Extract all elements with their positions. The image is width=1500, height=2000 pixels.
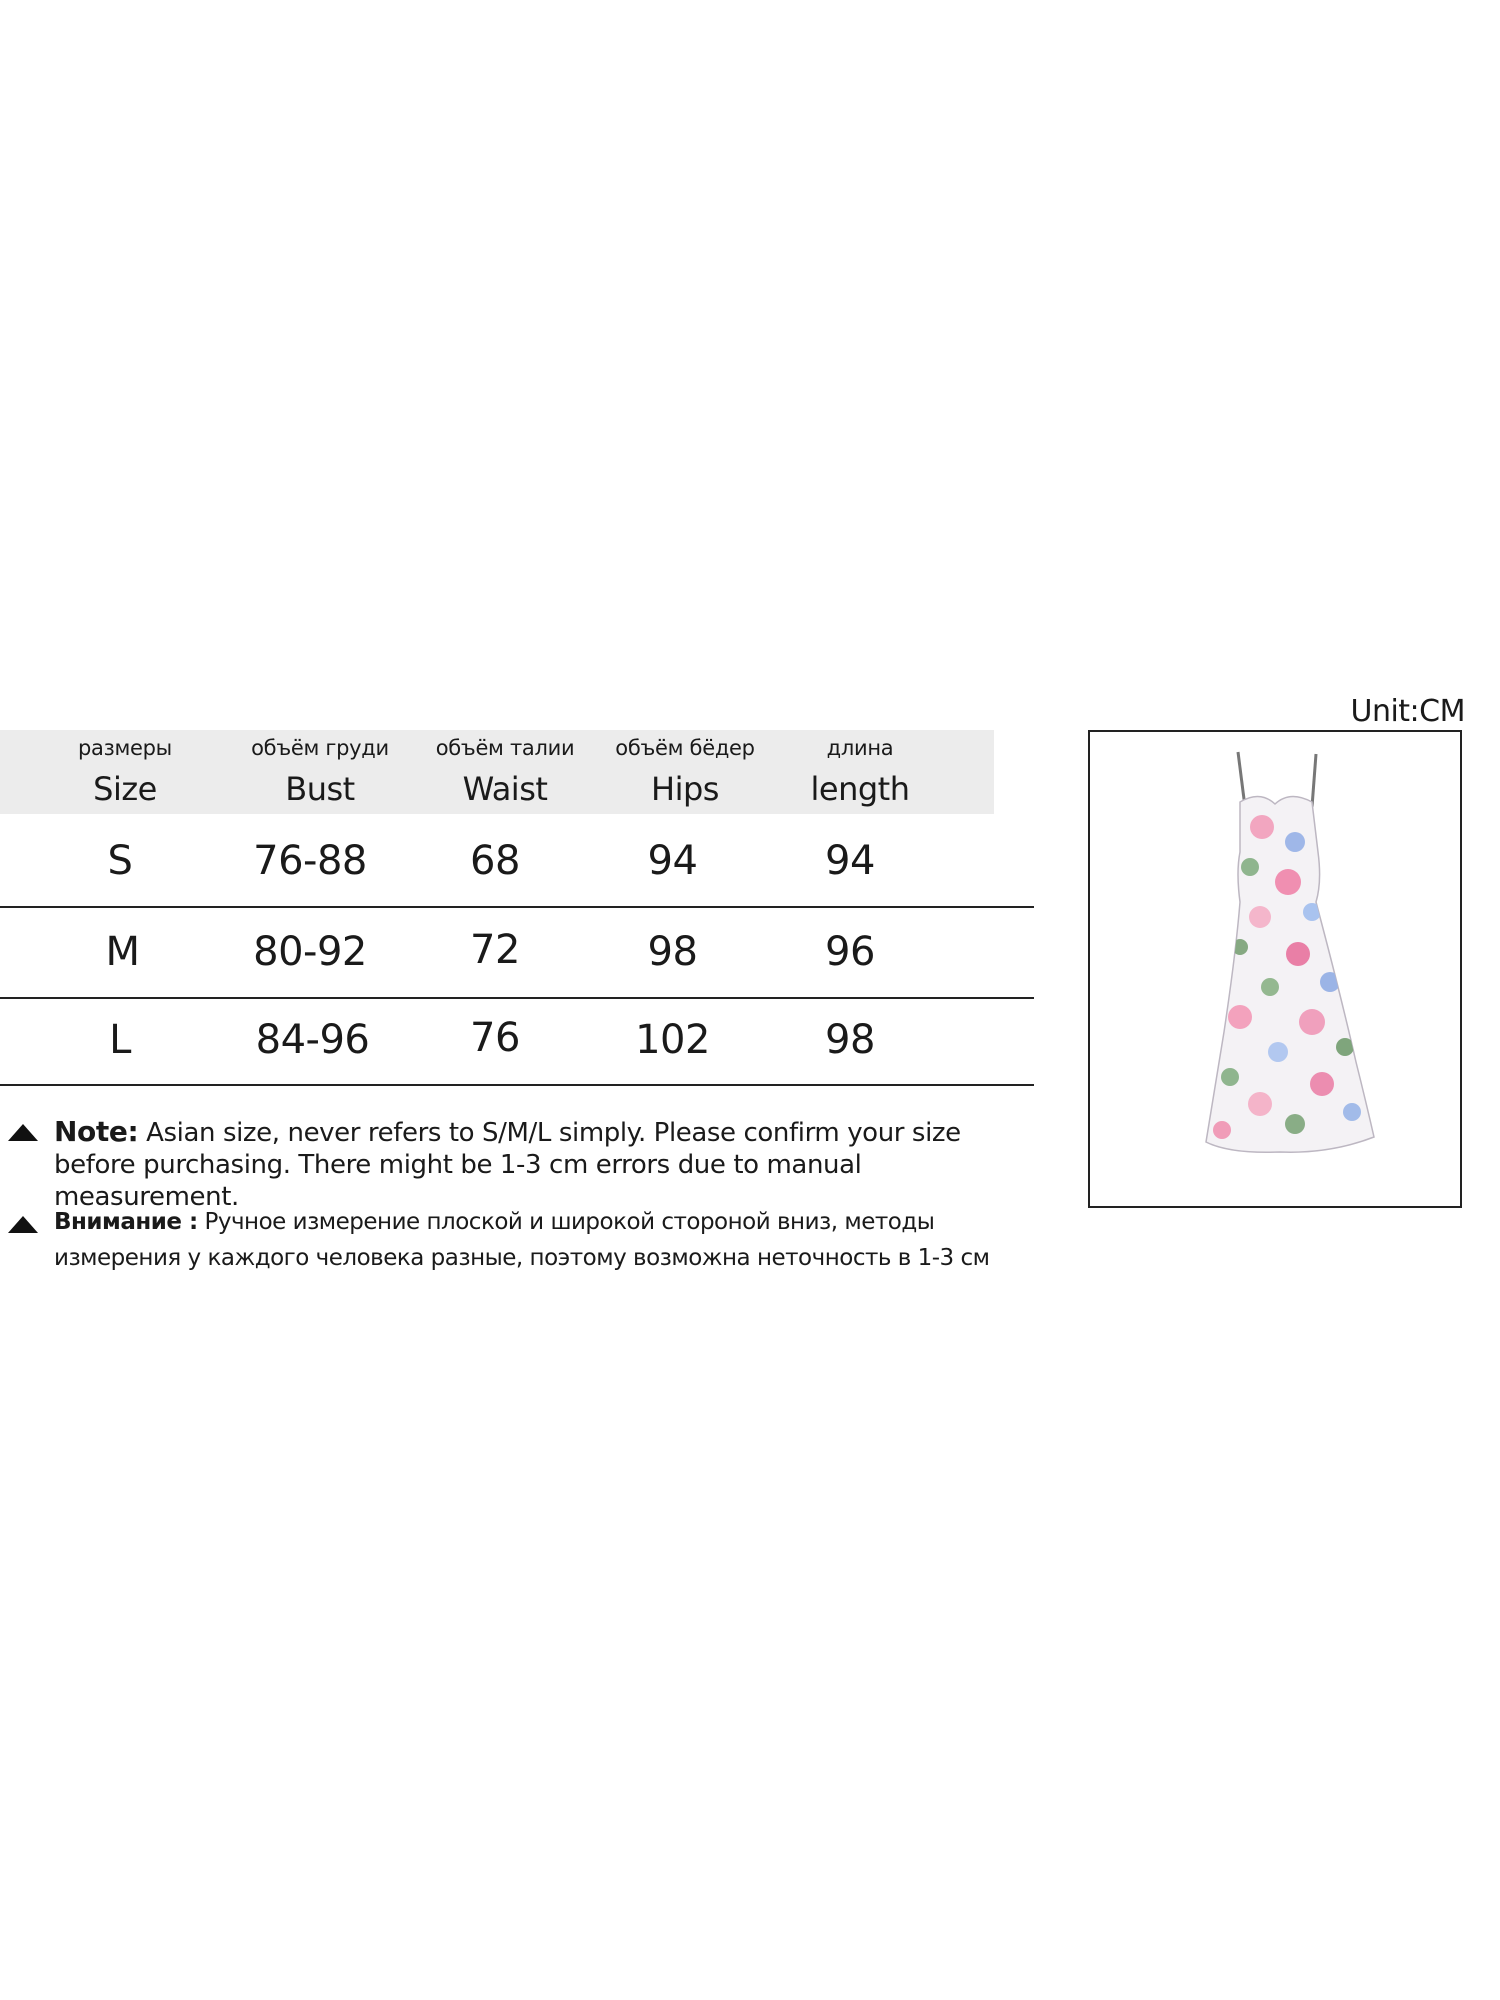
table-cell-length: 96 [825, 929, 875, 975]
row-divider [0, 1084, 1034, 1086]
warning-triangle-icon [8, 1216, 38, 1233]
table-cell-size: S [107, 838, 133, 884]
row-divider [0, 997, 1034, 999]
column-header-ru: длина [826, 736, 894, 760]
table-cell-hips: 98 [647, 929, 698, 975]
column-header-en: length [810, 770, 910, 808]
table-cell-hips: 102 [635, 1017, 710, 1063]
row-divider [0, 906, 1034, 908]
table-cell-bust: 76-88 [253, 838, 367, 884]
column-header-ru: размеры [78, 736, 172, 760]
column-header-en: Size [93, 770, 157, 808]
column-header-length [765, 730, 955, 814]
warning-triangle-icon [8, 1124, 38, 1141]
table-cell-size: L [109, 1017, 131, 1063]
table-cell-length: 94 [825, 838, 875, 884]
column-header-ru: объём талии [435, 736, 575, 760]
table-cell-length: 98 [825, 1017, 875, 1063]
table-cell-waist: 72 [470, 927, 520, 973]
column-header-hips [590, 730, 780, 814]
column-header-waist [410, 730, 600, 814]
table-cell-size: M [105, 929, 140, 975]
table-cell-waist: 76 [470, 1015, 520, 1061]
column-header-bust [220, 730, 420, 814]
note-english [8, 1115, 1018, 1212]
table-cell-waist: 68 [470, 838, 520, 884]
note-label: Note: [54, 1115, 139, 1148]
column-header-ru: объём груди [251, 736, 389, 760]
note-body: Asian size, never refers to S/M/L simply. Please confirm your size before purchasing. There might be 1-3 cm errors due to manual measurement. [54, 1118, 961, 1212]
note-label: Внимание : [54, 1209, 198, 1235]
unit-label: Unit:CM [1350, 694, 1465, 729]
dress-photo-frame [1088, 730, 1462, 1208]
dress-photo [1090, 732, 1460, 1206]
note-russian [8, 1204, 1018, 1284]
strap-left [1238, 752, 1245, 807]
column-header-ru: объём бёдер [615, 736, 755, 760]
column-header-size [30, 730, 220, 814]
column-header-en: Waist [462, 770, 548, 808]
column-header-en: Bust [285, 770, 355, 808]
column-header-en: Hips [651, 770, 719, 808]
table-cell-bust: 84-96 [255, 1017, 370, 1063]
table-cell-hips: 94 [647, 838, 698, 884]
note-body: Ручное измерение плоской и широкой стороной вниз, методы измерения у каждого человека разные, поэтому возможна неточность в 1-3 см [54, 1209, 990, 1271]
table-cell-bust: 80-92 [253, 929, 367, 975]
strap-right [1312, 754, 1316, 807]
